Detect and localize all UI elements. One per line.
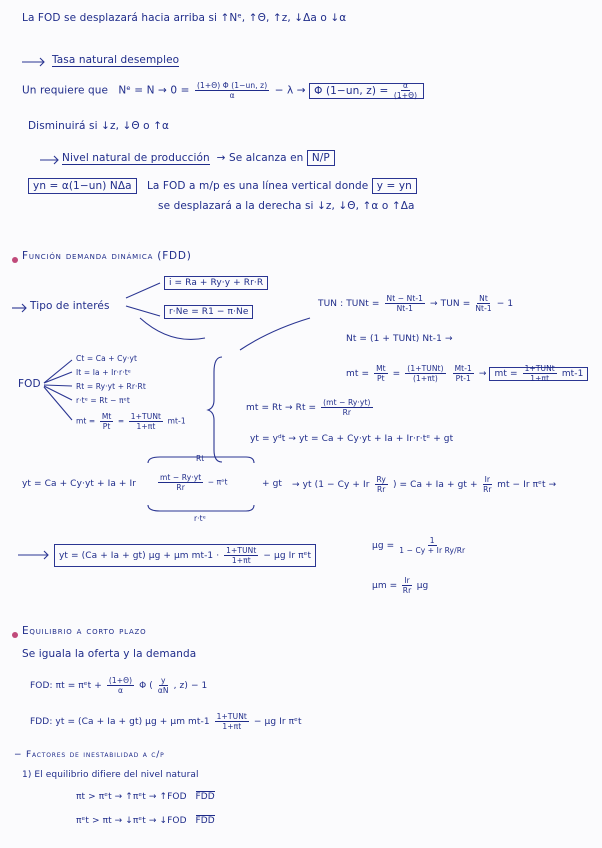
desplazara-line: se desplazará a la derecha si ↓z, ↓Θ, ↑α o ↑Δa xyxy=(158,200,415,212)
fod-vertical-text: La FOD a m/p es una línea vertical donde xyxy=(146,180,369,192)
factor-3: πᵉt > πt → ↓πᵉt → ↓FOD FDD xyxy=(76,816,215,826)
yt-yd-line: yt = yᵈt → yt = Ca + Cy·yt + Ia + Ir·r·tᵉ + gt xyxy=(250,434,454,444)
fod-rt: Rt = Ry·yt + Rr·Rt xyxy=(76,382,146,391)
fod-equation: FOD: πt = πᵉt + $\frac{(1+\Theta)}{\alpha}$ Φ ( $\frac{y}{\alpha N}$ , z) − 1 xyxy=(30,676,208,695)
fod-shift-line: La FOD se desplazará hacia arriba si ↑Nᵉ, ↑Θ, ↑z, ↓Δa o ↓α xyxy=(22,12,347,24)
ne-eq-text: Nᵉ = N → 0 = xyxy=(118,84,190,97)
bullet-fdd xyxy=(12,257,18,263)
ti-box-2: r·Ne = R1 − π·Ne xyxy=(164,305,253,319)
fod-it: It = Ia + Ir·r·tᵉ xyxy=(76,368,131,377)
big-eq-rte: r·tᵉ xyxy=(194,514,206,523)
mt-line: mt = $\frac{Mt}{Pt}$ = $\frac{\text{(1+TUNt)}}{(1+\pi t)}$ $\frac{Mt-1}{Pt-1}$ → mt = $\frac{\text{1+TUNt}}{1+\pi t}$ mt-1 xyxy=(346,364,588,383)
nivel-natural-heading: Nivel natural de producción xyxy=(62,152,210,164)
mt-box: mt = $\frac{\text{1+TUNt}}{1+\pi t}$ mt-1 xyxy=(489,367,588,381)
fdd-arrow-left: FDD xyxy=(195,816,215,826)
y-yn-box: y = yn xyxy=(372,178,417,194)
mt-rt-line: mt = Rt → Rt = $\frac{(mt - Ry\cdot yt)}{Rr}$ xyxy=(246,398,371,417)
lambda-text: − λ → xyxy=(274,84,306,97)
big-eq-rt: Rt xyxy=(196,454,205,463)
se-iguala-line: Se iguala la oferta y la demanda xyxy=(22,648,197,660)
big-equation-left: yt = Ca + Cy·yt + Ia + Ir xyxy=(22,479,137,489)
se-alcanza-text: → Se alcanza en xyxy=(216,152,304,164)
fod-label: FOD xyxy=(18,378,41,390)
fdd-equation: FDD: yt = (Ca + Ia + gt) μg + μm mt-1 $\frac{\text{1+TUNt}}{1+\pi t}$ − μg Ir πᵉt xyxy=(30,712,302,731)
factor-1: 1) El equilibrio difiere del nivel natural xyxy=(22,770,199,780)
un-fraction: $\frac{(1+\Theta) \Phi (1-un, z)}{\alpha}$ xyxy=(196,81,268,100)
mu-m-def: μm = $\frac{Ir}{Rr}$ μg xyxy=(372,576,429,595)
fod-mt: mt = $\frac{Mt}{Pt}$ = $\frac{\text{1+TUNt}}{1+\pi t}$ mt-1 xyxy=(76,412,186,431)
fdd-section-title: Función demanda dinámica (FDD) xyxy=(22,250,192,262)
equilibrio-section-title: Equilibrio a corto plazo xyxy=(22,625,147,637)
yn-line xyxy=(28,180,417,192)
factor-2: πt > πᵉt → ↑πᵉt → ↑FOD FDD xyxy=(76,792,215,802)
fdd-result-box: yt = (Ca + Ia + gt) μg + μm mt-1 · $\frac{\text{1+TUNt}}{1+\pi t}$ − μg Ir πᵉt xyxy=(54,544,316,567)
tipo-interes-label: Tipo de interés xyxy=(30,300,110,312)
tun-line: TUN : TUNt = $\frac{Nt - Nt-1}{Nt-1}$ → TUN = $\frac{Nt}{Nt-1}$ − 1 xyxy=(318,294,514,313)
nivel-natural-line xyxy=(62,152,335,164)
big-eq-right: → yt (1 − Cy + Ir $\frac{Ry}{Rr}$ ) = Ca + Ia + gt + $\frac{Ir}{Rr}$ mt − Ir πᵉt → xyxy=(292,475,557,494)
fod-ct: Ct = Ca + Cy·yt xyxy=(76,354,138,363)
fod-rte: r·tᵉ = Rt − πᵉt xyxy=(76,396,130,405)
nt-equation: Nt = (1 + TUNt) Nt-1 → xyxy=(346,334,453,344)
yn-box: yn = α(1−un) NΔa xyxy=(28,178,137,194)
un-text: Un requiere que xyxy=(22,84,109,97)
disminuira-line: Disminuirá si ↓z, ↓Θ o ↑α xyxy=(28,120,170,132)
factores-title: − Factores de inestabilidad a c/p xyxy=(14,750,165,760)
tasa-natural-heading: Tasa natural desempleo xyxy=(52,54,180,66)
fdd-arrow-right: FDD xyxy=(195,792,215,802)
bullet-equilibrio xyxy=(12,632,18,638)
un-requirement-line xyxy=(22,81,424,100)
big-eq-gt: + gt xyxy=(262,479,283,489)
mu-g-def: μg = $\frac{1}{\text{1 − Cy + Ir Ry/Rr}}$ xyxy=(372,536,466,555)
big-eq-frac: $\frac{mt - Ry\cdot yt}{Rr}$ − πᵉt xyxy=(160,473,228,492)
ti-box-1: i = Ra + Ry·y + Rr·R xyxy=(164,276,268,290)
phi-result-box: Φ (1−un, z) = $\frac{\alpha}{(1+\Theta)}$ xyxy=(309,83,424,99)
np-box: N/P xyxy=(307,150,335,166)
